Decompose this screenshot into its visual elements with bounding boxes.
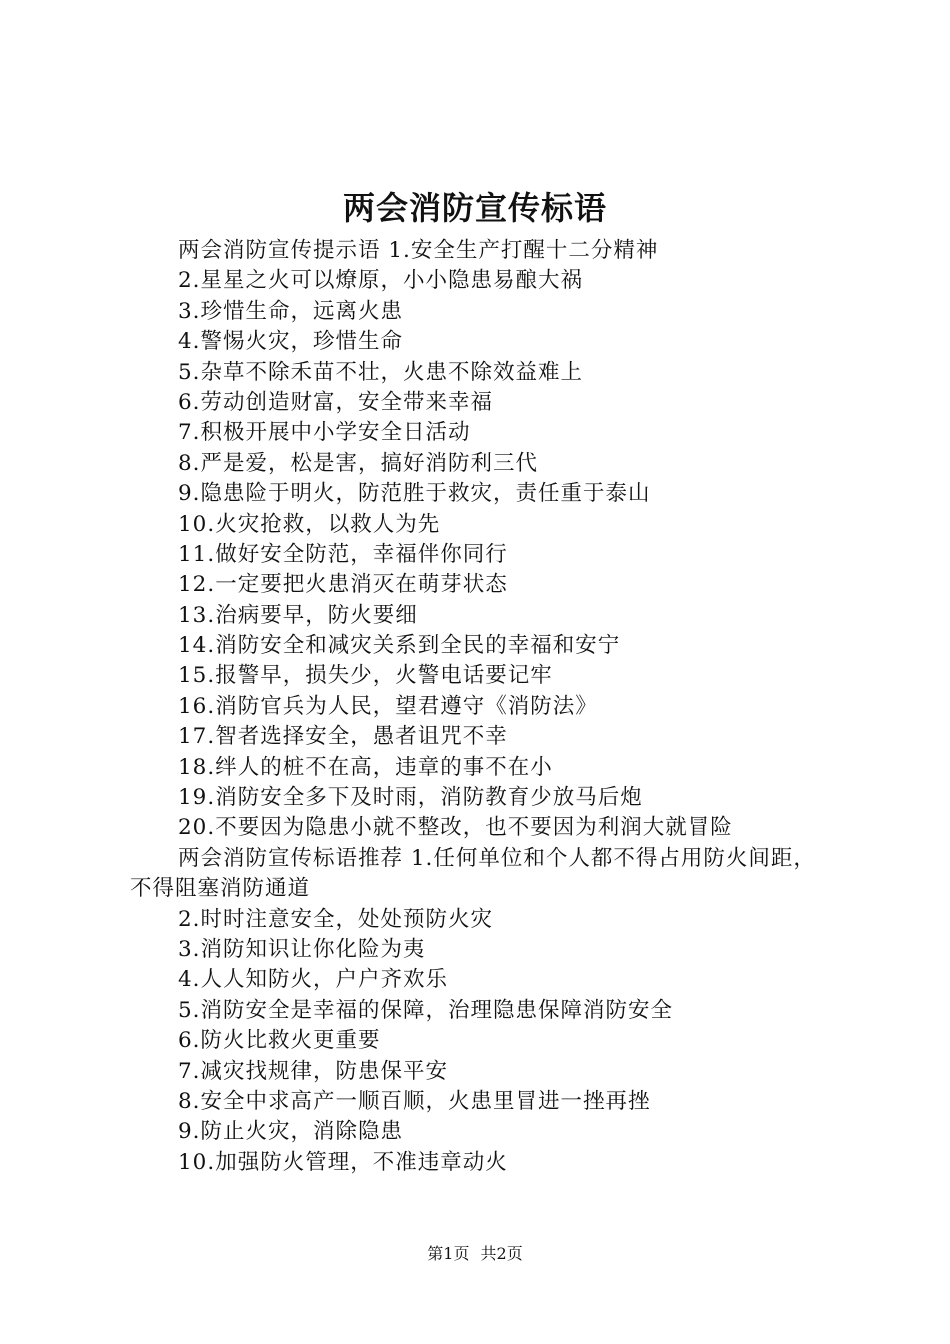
text-line: 2.星星之火可以燎原，小小隐患易酿大祸: [178, 268, 584, 294]
text-line: 16.消防官兵为人民，望君遵守《消防法》: [178, 693, 598, 719]
text-line: 15.报警早，损失少，火警电话要记牢: [178, 663, 553, 689]
text-line: 9.防止火灾，消除隐患: [178, 1119, 404, 1145]
document-title: 两会消防宣传标语: [342, 189, 607, 227]
text-line: 3.消防知识让你化险为夷: [178, 937, 426, 963]
text-line: 7.减灾找规律，防患保平安: [178, 1058, 449, 1084]
text-line: 10.火灾抢救，以救人为先: [178, 511, 441, 537]
page-total: 共2页: [480, 1244, 523, 1263]
text-line: 5.消防安全是幸福的保障，治理隐患保障消防安全: [178, 997, 674, 1023]
text-line: 9.隐患险于明火，防范胜于救灾，责任重于泰山: [178, 481, 651, 507]
text-line: 3.珍惜生命，远离火患: [178, 298, 404, 324]
text-line: 6.防火比救火更重要: [178, 1028, 381, 1054]
page-number: 第1页: [427, 1244, 470, 1263]
text-line: 14.消防安全和减灾关系到全民的幸福和安宁: [178, 633, 621, 659]
text-line: [130, 1178, 835, 1208]
text-line: 18.绊人的桩不在高，违章的事不在小: [178, 754, 553, 780]
text-line: 两会消防宣传提示语 1.安全生产打醒十二分精神: [178, 238, 659, 263]
text-line: 17.智者选择安全，愚者诅咒不幸: [178, 724, 508, 750]
text-line: 2.时时注意安全，处处预防火灾: [178, 906, 494, 932]
text-line: 11.做好安全防范，幸福伴你同行: [178, 541, 508, 567]
document-body: [130, 236, 835, 1209]
text-line: 20.不要因为隐患小就不整改，也不要因为利润大就冒险: [178, 815, 733, 841]
text-line: 7.积极开展中小学安全日活动: [178, 420, 471, 446]
text-line: 8.安全中求高产一顺百顺，火患里冒进一挫再挫: [178, 1088, 651, 1114]
text-line: 10.加强防火管理，不准违章动火: [178, 1149, 508, 1175]
text-line: 19.消防安全多下及时雨，消防教育少放马后炮: [178, 785, 643, 811]
text-line: 13.治病要早，防火要细: [178, 602, 418, 628]
text-line: 8.严是爱，松是害，搞好消防利三代: [178, 450, 539, 476]
text-paragraph: 两会消防宣传标语推荐 1.任何单位和个人都不得占用防火间距，不得阻塞消防通道: [130, 845, 816, 902]
text-line: 5.杂草不除禾苗不壮，火患不除效益难上: [178, 359, 584, 385]
text-line: 12.一定要把火患消灭在萌芽状态: [178, 572, 508, 598]
text-line: 6.劳动创造财富，安全带来幸福: [178, 389, 494, 415]
text-line: 4.警惕火灾，珍惜生命: [178, 329, 404, 355]
text-line: 4.人人知防火，户户齐欢乐: [178, 967, 449, 993]
page-footer: [0, 1242, 950, 1266]
